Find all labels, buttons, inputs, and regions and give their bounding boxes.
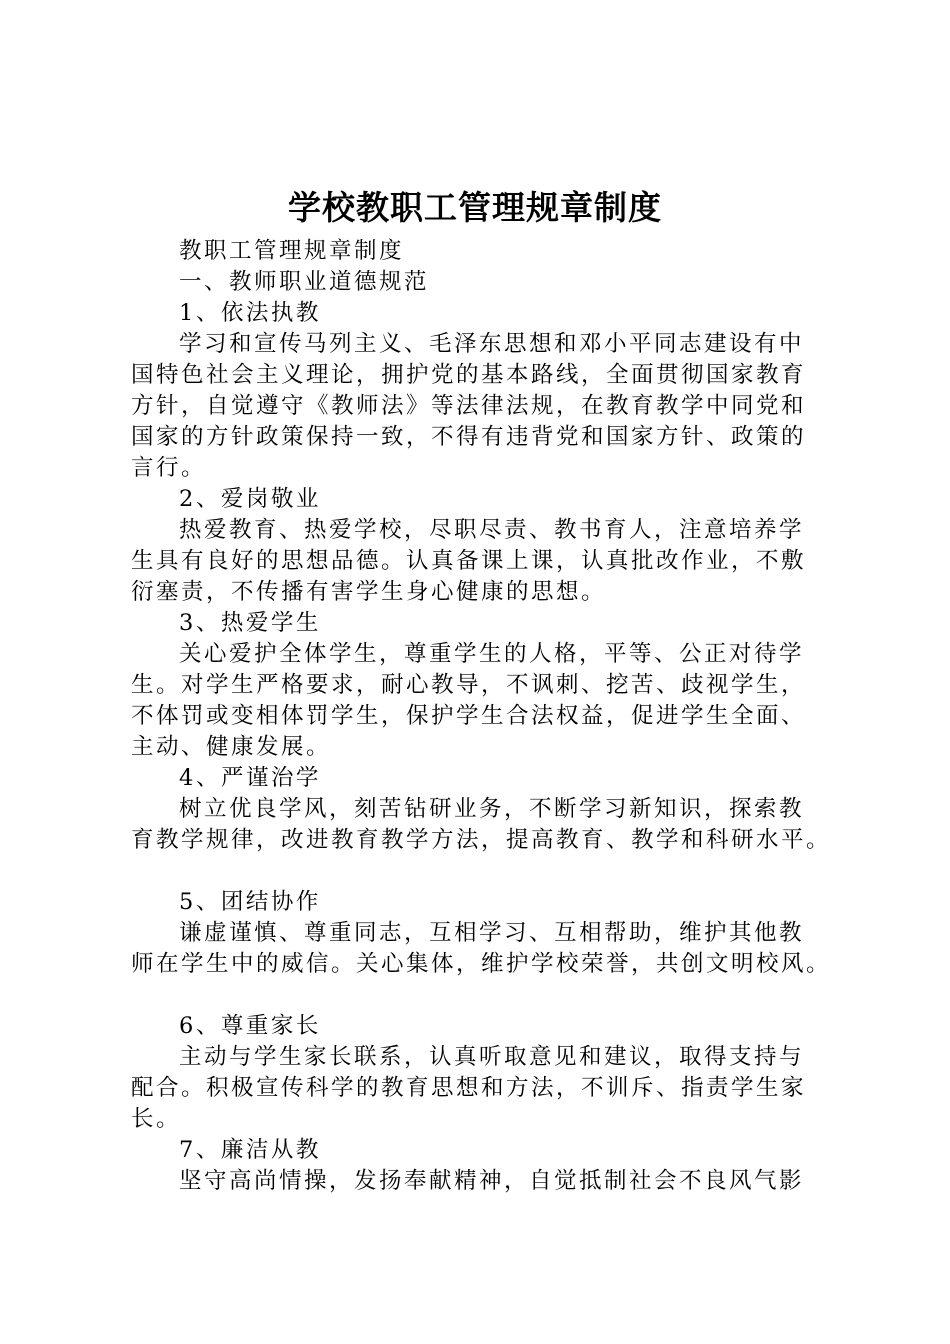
text-line: 教职工管理规章制度	[179, 238, 405, 264]
text-line: 一、教师职业道德规范	[179, 269, 430, 295]
text-line: 7、廉洁从教	[179, 1137, 321, 1163]
text-line: 配合。积极宣传科学的教育思想和方法，不训斥、指责学生家	[131, 1075, 807, 1101]
text-line: 3、热爱学生	[179, 610, 321, 636]
text-line: 言行。	[131, 455, 207, 481]
blank-line	[131, 856, 836, 887]
text-line: 学习和宣传马列主义、毛泽东思想和邓小平同志建设有中	[179, 331, 805, 357]
text-line: 师在学生中的威信。关心集体，维护学校荣誉，共创文明校风。	[131, 951, 832, 977]
text-line: 树立优良学风，刻苦钻研业务，不断学习新知识，探索教	[179, 796, 805, 822]
text-line: 国家的方针政策保持一致，不得有违背党和国家方针、政策的	[131, 424, 807, 450]
text-line: 生。对学生严格要求，耐心教导，不讽刺、挖苦、歧视学生，	[131, 672, 807, 698]
text-line: 热爱教育、热爱学校，尽职尽责、教书育人，注意培养学	[179, 517, 805, 543]
text-line: 2、爱岗敬业	[179, 486, 321, 512]
blank-line	[131, 980, 836, 1011]
text-line: 不体罚或变相体罚学生，保护学生合法权益，促进学生全面、	[131, 703, 807, 729]
text-line: 主动、健康发展。	[131, 734, 332, 760]
document-title: 学校教职工管理规章制度	[288, 188, 662, 227]
document-body	[131, 236, 836, 1197]
text-line: 长。	[131, 1106, 182, 1132]
text-line: 坚守高尚情操，发扬奉献精神，自觉抵制社会不良风气影	[179, 1168, 805, 1194]
text-line: 国特色社会主义理论，拥护党的基本路线，全面贯彻国家教育	[131, 362, 807, 388]
text-line: 谦虚谨慎、尊重同志，互相学习、互相帮助，维护其他教	[179, 920, 805, 946]
text-line: 4、严谨治学	[179, 765, 321, 791]
text-line: 5、团结协作	[179, 889, 321, 915]
text-line: 育教学规律，改进教育教学方法，提高教育、教学和科研水平。	[131, 827, 832, 853]
text-line: 衍塞责，不传播有害学生身心健康的思想。	[131, 579, 607, 605]
text-line: 主动与学生家长联系，认真听取意见和建议，取得支持与	[179, 1044, 805, 1070]
text-line: 生具有良好的思想品德。认真备课上课，认真批改作业，不敷	[131, 548, 807, 574]
text-line: 1、依法执教	[179, 300, 321, 326]
text-line: 关心爱护全体学生，尊重学生的人格，平等、公正对待学	[179, 641, 805, 667]
text-line: 6、尊重家长	[179, 1013, 321, 1039]
text-line: 方针，自觉遵守《教师法》等法律法规，在教育教学中同党和	[131, 393, 807, 419]
